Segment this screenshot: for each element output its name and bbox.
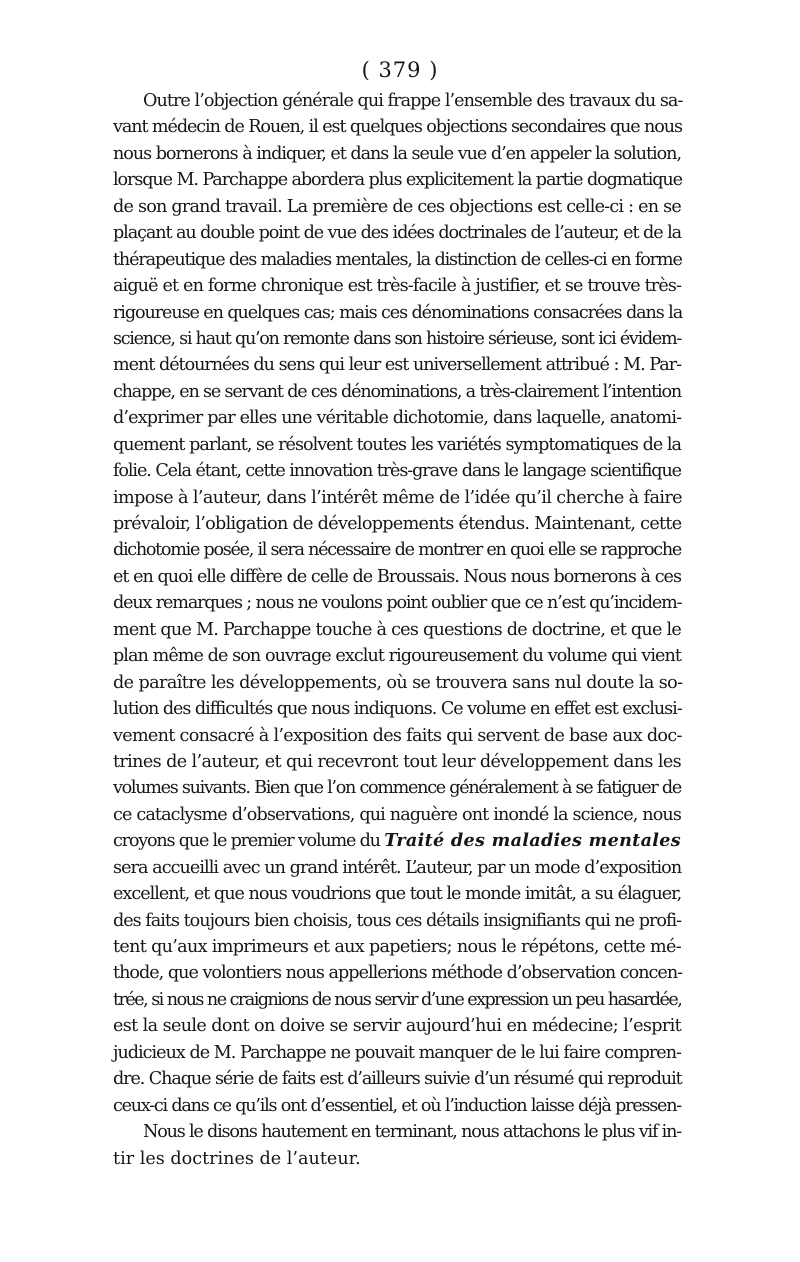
body-text (113, 88, 681, 1172)
text-line: croyons que le premier volume du Traité des maladies mentales (113, 830, 681, 852)
text-line: plaçant au double point de vue des idées doctrinales de l’auteur, et de la (113, 223, 681, 244)
text-line: est la seule dont on doive se servir aujourd’hui en médecine; l’esprit (113, 1016, 681, 1037)
text-line: de paraître les développements, où se trouvera sans nul doute la so- (113, 672, 683, 693)
text-line: plan même de son ouvrage exclut rigoureusement du volume qui vient (113, 646, 681, 667)
text-line: tir les doctrines de l’auteur. (113, 1148, 361, 1169)
text-line: folie. Cela étant, cette innovation très-grave dans le langage scientifique (113, 461, 681, 482)
text-line: lorsque M. Parchappe abordera plus explicitement la partie dogmatique (113, 170, 682, 191)
text-line: thode, que volontiers nous appellerions méthode d’observation concen- (113, 963, 683, 984)
text-line: ment que M. Parchappe touche à ces questions de doctrine, et que le (113, 619, 681, 640)
page-number: ( 379 ) (361, 58, 439, 82)
text-line: aiguë et en forme chronique est très-facile à justifier, et se trouve très- (113, 276, 681, 297)
text-line: trée, si nous ne craignions de nous servir d’une expression un peu hasardée, (113, 989, 682, 1010)
text-line: dichotomie posée, il sera nécessaire de montrer en quoi elle se rapproche (113, 540, 681, 561)
text-line: ceux-ci dans ce qu’ils ont d’essentiel, et où l’induction laisse déjà pressen- (113, 1095, 681, 1116)
text-line: et en quoi elle diffère de celle de Broussais. Nous nous bornerons à ces (113, 566, 681, 587)
text-line: tent qu’aux imprimeurs et aux papetiers; nous le répétons, cette mé- (113, 937, 681, 957)
text-line: lution des difficultés que nous indiquons. Ce volume en effet est exclusi- (113, 699, 682, 720)
text-line: de son grand travail. La première de ces objections est celle-ci : en se (113, 196, 681, 217)
text-line: trines de l’auteur, et qui recevront tout leur développement dans les (113, 751, 681, 772)
text-line: deux remarques ; nous ne voulons point oublier que ce n’est qu’incidem- (113, 593, 682, 614)
text-line: des faits toujours bien choisis, tous ces détails insignifiants qui ne profi- (113, 910, 682, 931)
text-line: Nous le disons hautement en terminant, nous attachons le plus vif in- (143, 1122, 681, 1143)
text-line: dre. Chaque série de faits est d’ailleurs suivie d’un résumé qui reproduit (113, 1069, 682, 1090)
text-line: vant médecin de Rouen, il est quelques objections secondaires que nous (113, 117, 682, 138)
text-line: sera accueilli avec un grand intérêt. L’auteur, par un mode d’exposition (113, 857, 682, 878)
text-line: ce cataclysme d’observations, qui naguère ont inondé la science, nous (113, 804, 681, 825)
text-line: science, si haut qu’on remonte dans son histoire sérieuse, sont ici évidem- (113, 328, 681, 349)
text-line: impose à l’auteur, dans l’intérêt même de l’idée qu’il cherche à faire (113, 487, 682, 508)
text-line: vement consacré à l’exposition des faits qui servent de base aux doc- (113, 725, 682, 746)
text-line: excellent, et que nous voudrions que tout le monde imitât, a su élaguer, (113, 884, 682, 905)
book-title: Traité des maladies mentales (384, 830, 681, 852)
text-line: Outre l’objection générale qui frappe l’ensemble des travaux du sa- (143, 91, 683, 111)
text-line: chappe, en se servant de ces dénominations, a très-clairement l’intention (113, 381, 681, 402)
text-line: judicieux de M. Parchappe ne pouvait manquer de le lui faire compren- (113, 1042, 681, 1063)
text-line: d’exprimer par elles une véritable dichotomie, dans laquelle, anatomi- (113, 408, 682, 429)
text-line: prévaloir, l’obligation de développements étendus. Maintenant, cette (113, 514, 682, 534)
text-line: volumes suivants. Bien que l’on commence généralement à se fatiguer de (113, 778, 681, 799)
text-line: nous bornerons à indiquer, et dans la seule vue d’en appeler la solution, (113, 143, 681, 164)
text-line: quement parlant, se résolvent toutes les variétés symptomatiques de la (113, 434, 681, 455)
text-line: thérapeutique des maladies mentales, la distinction de celles-ci en forme (113, 249, 682, 270)
text-line: ment détournées du sens qui leur est universellement attribué : M. Par- (113, 355, 681, 376)
text-line: rigoureuse en quelques cas; mais ces dénominations consacrées dans la (113, 302, 683, 323)
